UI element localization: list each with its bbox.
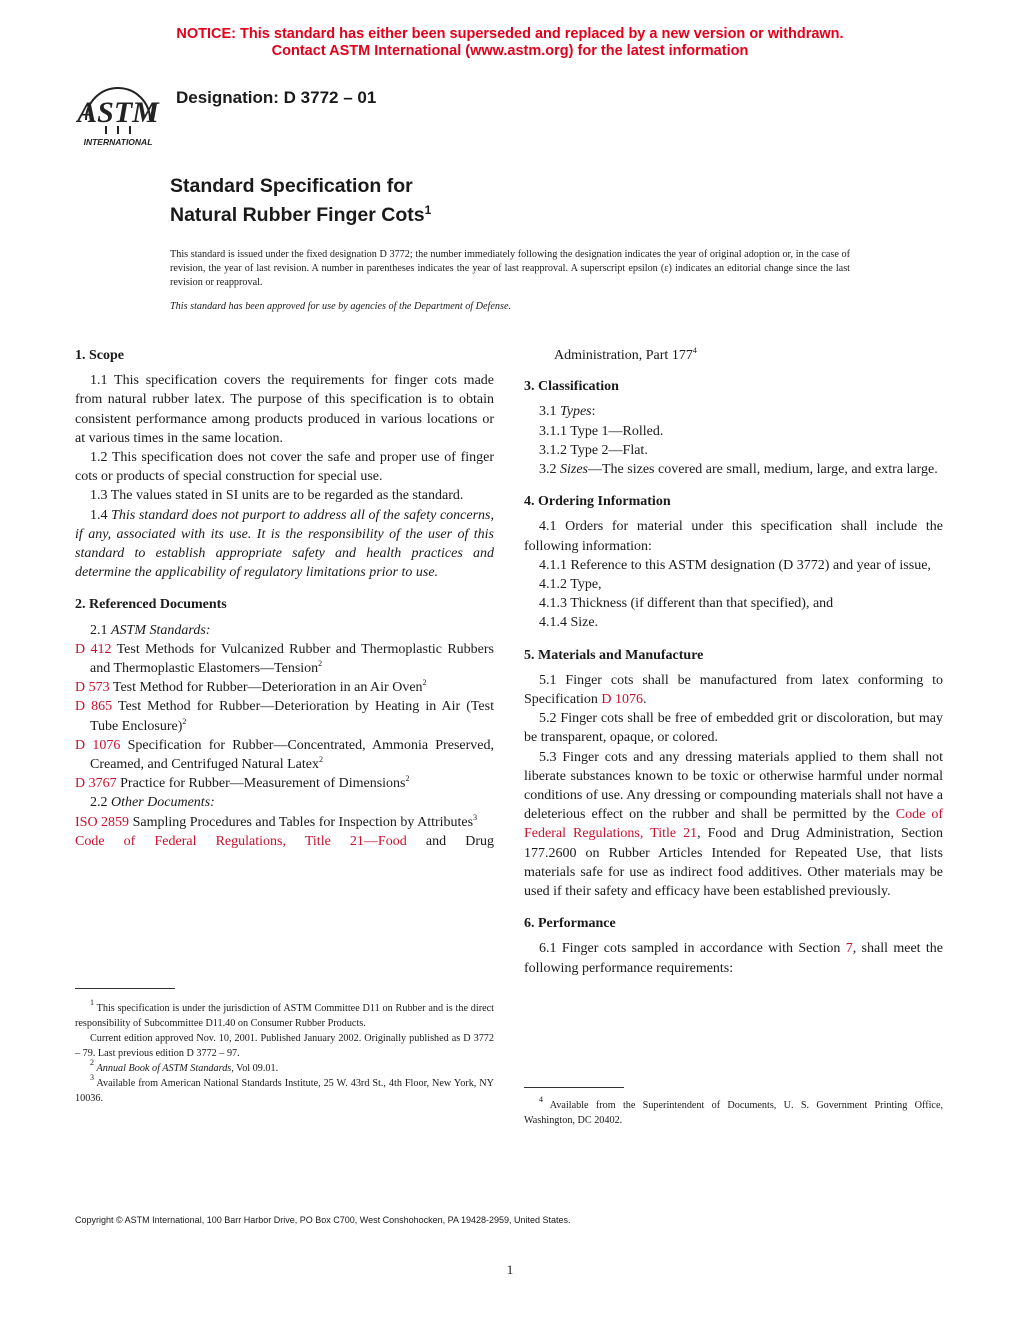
footnote-3-num: 3 — [90, 1073, 94, 1082]
ref-item — [75, 640, 494, 678]
refdocs-2-2 — [75, 793, 494, 812]
class-3-1-2: 3.1.2 Type 2—Flat. — [539, 442, 648, 458]
notice-line-2: Contact ASTM International (www.astm.org) for the latest information — [271, 43, 749, 59]
mat-5-2: 5.2 Finger cots shall be free of embedded grit or discoloration, but may be transparent, opaque, or colored. — [524, 711, 943, 746]
footnotes-right — [524, 1095, 944, 1128]
perf-6-1-text-b: , shall meet the following performance requirements: — [524, 941, 943, 976]
copyright: Copyright © ASTM International, 100 Barr Harbor Drive, PO Box C700, West Conshohocken, PA 19428-2959, United States. — [75, 1215, 571, 1225]
class-3-2 — [524, 460, 943, 479]
ref-footnote: 2 — [422, 678, 427, 688]
cfr-link[interactable]: Code of Federal Regulations, Title 21—Food — [75, 833, 407, 849]
order-4-1-3: 4.1.3 Thickness (if different than that specified), and — [539, 596, 834, 612]
scope-1-4-text: This standard does not purport to address all of the safety concerns, if any, associated with its use. It is the responsibility of the user of this standard to establish appropriate safety and health practices and determine the applicability of regulatory limitations prior to use. — [75, 507, 495, 581]
ref-item-cfr — [75, 832, 494, 851]
mat-5-1: 5.1 Finger cots shall be manufactured from latex conforming to Specification D 1076. — [524, 672, 943, 708]
footnotes-left — [75, 998, 495, 1106]
refdocs-2-1 — [75, 621, 494, 640]
class-3-2-num: 3.2 — [539, 462, 557, 478]
iso-link[interactable]: ISO 2859 — [75, 814, 130, 830]
refdocs-2-1-label: ASTM Standards: — [111, 622, 211, 638]
ref-item-iso — [75, 813, 494, 832]
footnote-1-text: This specification is under the jurisdiction of ASTM Committee D11 on Rubber and is the direct responsibility of Subcommittee D11.40 on Consumer Rubber Products. — [75, 1003, 494, 1029]
ref-text: Practice for Rubber—Measurement of Dimensions — [120, 776, 406, 792]
mat-5-3-link[interactable]: Code of Federal Regulations, Title 21 — [524, 807, 944, 842]
iso-text: Sampling Procedures and Tables for Inspection by Attributes — [132, 814, 474, 830]
footnote-2-text: Annual Book of ASTM Standards — [96, 1063, 232, 1074]
ref-text: Test Method for Rubber—Deterioration in an Air Oven — [112, 680, 423, 696]
class-3-2-text: —The sizes covered are small, medium, large, and extra large. — [588, 462, 938, 478]
footnote-4-text: Available from the Superintendent of Documents, U. S. Government Printing Office, Washington, DC 20402. — [524, 1100, 944, 1126]
class-3-1: 3.1 Types: — [539, 404, 596, 420]
ref-link[interactable]: D 1076 — [75, 737, 121, 753]
class-3-2-label: Sizes — [560, 462, 588, 478]
section-heading-refdocs: 2. Referenced Documents — [75, 597, 227, 613]
left-column — [75, 346, 494, 851]
ref-footnote: 2 — [182, 716, 187, 726]
page-title — [170, 174, 431, 227]
ref-link[interactable]: D 3767 — [75, 776, 117, 792]
ref-text: Test Methods for Vulcanized Rubber and Thermoplastic Rubbers and Thermoplastic Elastomers—Tension — [90, 641, 494, 677]
footnote-1-num: 1 — [90, 998, 94, 1007]
footnote-divider-right — [524, 1087, 624, 1088]
ref-item — [75, 697, 494, 735]
mat-5-1-link[interactable]: D 1076 — [601, 692, 643, 708]
scope-1-2: 1.2 This specification does not cover the safe and proper use of finger cots or products of special construction for special use. — [75, 450, 494, 485]
withdrawal-notice — [0, 26, 1020, 60]
class-3-1-label: Types — [560, 404, 592, 420]
footnote-3 — [75, 1073, 495, 1106]
footnote-4 — [524, 1095, 944, 1128]
ref-footnote: 2 — [405, 774, 410, 784]
cfr-text: and Drug — [425, 833, 494, 849]
logo-subtext: INTERNATIONAL — [83, 137, 153, 147]
order-4-1-2: 4.1.2 Type, — [539, 577, 602, 593]
astm-standards-list — [75, 640, 494, 794]
ref-link[interactable]: D 865 — [75, 699, 113, 715]
mat-5-1-text: 5.1 Finger cots shall be manufactured from latex conforming to Specification — [524, 672, 943, 708]
preamble — [170, 248, 850, 314]
page-number: 1 — [506, 1262, 514, 1277]
footnote-1 — [75, 998, 494, 1031]
right-column — [524, 346, 943, 978]
section-heading-scope: 1. Scope — [75, 348, 124, 363]
ref-item — [75, 736, 494, 774]
notice-line-1: NOTICE: This standard has either been superseded and replaced by a new version or withdrawn. — [176, 26, 844, 42]
footnote-2-num: 2 — [90, 1058, 94, 1067]
perf-6-1 — [524, 939, 943, 977]
footnote-4-num: 4 — [539, 1095, 543, 1104]
preamble-approved: This standard has been approved for use by agencies of the Department of Defense. — [170, 301, 512, 312]
footnote-3-text: Available from American National Standards Institute, 25 W. 43rd St., 4th Floor, New York, NY 10036. — [75, 1078, 495, 1104]
scope-1-1: 1.1 This specification covers the requirements for finger cots made from natural rubber latex. The purpose of this specification is to obtain consistent performance among products produced in various locations or at various times in the same location. — [75, 373, 494, 446]
ref-text: Test Method for Rubber—Deterioration by Heating in Air (Test Tube Enclosure) — [90, 699, 494, 734]
title-footnote-ref: 1 — [424, 203, 432, 217]
refdocs-2-1-num: 2.1 — [90, 622, 108, 638]
cfr-footnote: 4 — [692, 346, 697, 355]
order-4-1-1: 4.1.1 Reference to this ASTM designation (D 3772) and year of issue, — [539, 557, 931, 573]
ref-item — [75, 678, 494, 697]
class-3-1-num: 3.1 — [539, 404, 557, 420]
footnote-2 — [75, 1058, 494, 1076]
mat-5-3 — [524, 748, 943, 902]
section-heading-performance: 6. Performance — [524, 916, 616, 932]
ref-text: Specification for Rubber—Concentrated, Ammonia Preserved, Creamed, and Centrifuged Natural Latex — [90, 737, 494, 773]
mat-5-3-text-b: , Food and Drug Administration, Section 177.2600 on Rubber Articles Intended for Repeated Use, that lists materials safe for use as indirect food additives. Other materials may be used if their safety and efficacy have been established previously. — [524, 826, 943, 900]
scope-1-4-num: 1.4 — [90, 507, 108, 523]
refdocs-2-2-label: Other Documents: — [111, 795, 215, 811]
footnote-divider — [75, 988, 175, 989]
ref-footnote: 2 — [318, 755, 323, 765]
footnote-2-vol: , Vol 09.01. — [231, 1063, 279, 1074]
class-3-1-1: 3.1.1 Type 1—Rolled. — [539, 423, 664, 439]
preamble-issued: This standard is issued under the fixed designation D 3772; the number immediately following the designation indicates the year of original adoption or, in the case of revision, the year of last revision. A number in parentheses indicates the year of last reapproval. A superscript epsilon (ε) indicates an editorial change since the last revision or reapproval. — [170, 249, 850, 288]
iso-footnote: 3 — [473, 812, 478, 822]
scope-1-3: 1.3 The values stated in SI units are to be regarded as the standard. — [90, 488, 464, 504]
section-heading-ordering: 4. Ordering Information — [524, 494, 671, 510]
astm-logo-icon — [76, 78, 160, 148]
ref-item — [75, 774, 494, 793]
cfr-continuation — [524, 346, 943, 365]
order-4-1-4: 4.1.4 Size. — [539, 615, 599, 631]
section-heading-materials: 5. Materials and Manufacture — [524, 647, 704, 663]
logo-text: ASTM — [77, 96, 159, 129]
ref-link[interactable]: D 573 — [75, 680, 110, 696]
footnote-1-b: Current edition approved Nov. 10, 2001. Published January 2002. Originally published as D 3772 – 79. Last previous edition D 3772 – 97. — [75, 1033, 494, 1059]
ref-link[interactable]: D 412 — [75, 641, 112, 657]
perf-6-1-text-a: 6.1 Finger cots sampled in accordance with Section — [539, 941, 841, 957]
perf-6-1-link[interactable]: 7 — [845, 941, 853, 957]
title-line-1: Standard Specification for — [170, 175, 413, 197]
title-line-2: Natural Rubber Finger Cots — [170, 204, 425, 226]
section-heading-classification: 3. Classification — [524, 379, 619, 395]
mat-5-3-text-a: 5.3 Finger cots and any dressing materials applied to them shall not liberate substances known to be toxic or otherwise harmful under normal conditions of use. Any dressing or compounding materials shall not have a deleterious effect on the rubber and shall be permitted by the — [524, 749, 943, 823]
order-4-1: 4.1 Orders for material under this specification shall include the following information: — [524, 519, 943, 554]
ref-footnote: 2 — [318, 659, 323, 669]
designation: Designation: D 3772 – 01 — [176, 88, 377, 107]
refdocs-2-2-num: 2.2 — [90, 795, 108, 811]
scope-1-4 — [75, 506, 494, 583]
cfr-cont-text: Administration, Part 177 — [554, 348, 693, 363]
